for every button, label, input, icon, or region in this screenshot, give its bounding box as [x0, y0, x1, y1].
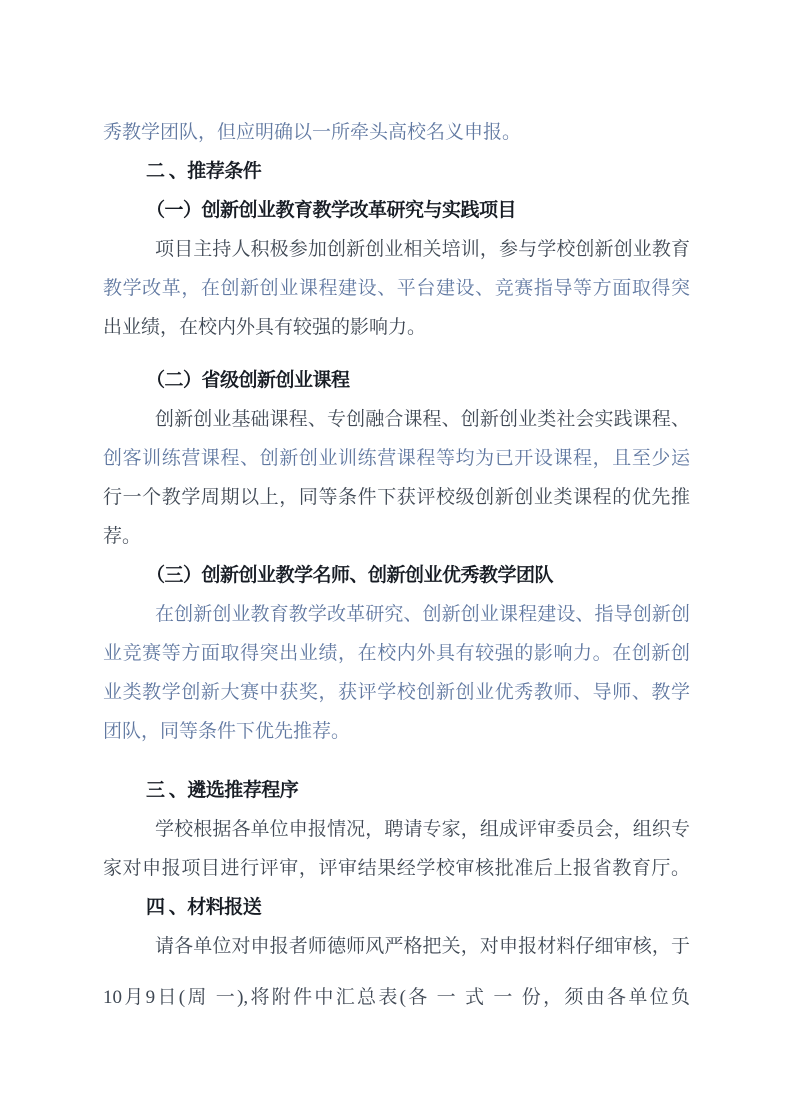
document-line: 二 、推荐条件 — [146, 161, 262, 182]
document-line: 教学改革，在创新创业课程建设、平台建设、竞赛指导等方面取得突 — [103, 278, 690, 299]
document-line: 10月9日(周 一),将附件中汇总表(各 一 式 一 份，须由各单位负 — [103, 987, 690, 1008]
document-line: 业类教学创新大赛中获奖，获评学校创新创业优秀教师、导师、教学 — [103, 682, 690, 703]
document-line: 行一个教学周期以上，同等条件下获评校级创新创业类课程的优先推 — [103, 487, 690, 508]
document-line: （一）创新创业教育教学改革研究与实践项目 — [146, 200, 517, 221]
document-line: 荐。 — [103, 526, 142, 547]
document-line: 三 、遴选推荐程序 — [146, 780, 299, 801]
document-line: 团队，同等条件下优先推荐。 — [103, 721, 351, 742]
document-line: （三）创新创业教学名师、创新创业优秀教学团队 — [146, 565, 554, 586]
document-line: 秀教学团队，但应明确以一所牵头高校名义申报。 — [103, 122, 522, 143]
document-line: 请各单位对申报者师德师风严格把关，对申报材料仔细审核，于 — [155, 936, 690, 957]
document-line: 出业绩，在校内外具有较强的影响力。 — [103, 317, 427, 338]
document-line: 学校根据各单位申报情况，聘请专家，组成评审委员会，组织专 — [155, 819, 690, 840]
document-line: 在创新创业教育教学改革研究、创新创业课程建设、指导创新创 — [155, 604, 690, 625]
document-line: 家对申报项目进行评审，评审结果经学校审核批准后上报省教育厅。 — [103, 858, 690, 879]
document-line: 创新创业基础课程、专创融合课程、创新创业类社会实践课程、 — [155, 409, 690, 430]
document-line: 业竞赛等方面取得突出业绩，在校内外具有较强的影响力。在创新创 — [103, 643, 690, 664]
document-line: （二）省级创新创业课程 — [146, 370, 350, 391]
document-line: 项目主持人积极参加创新创业相关培训，参与学校创新创业教育 — [155, 239, 690, 260]
document-line: 四 、材料报送 — [146, 897, 262, 918]
document-line: 创客训练营课程、创新创业训练营课程等均为已开设课程，且至少运 — [103, 448, 690, 469]
